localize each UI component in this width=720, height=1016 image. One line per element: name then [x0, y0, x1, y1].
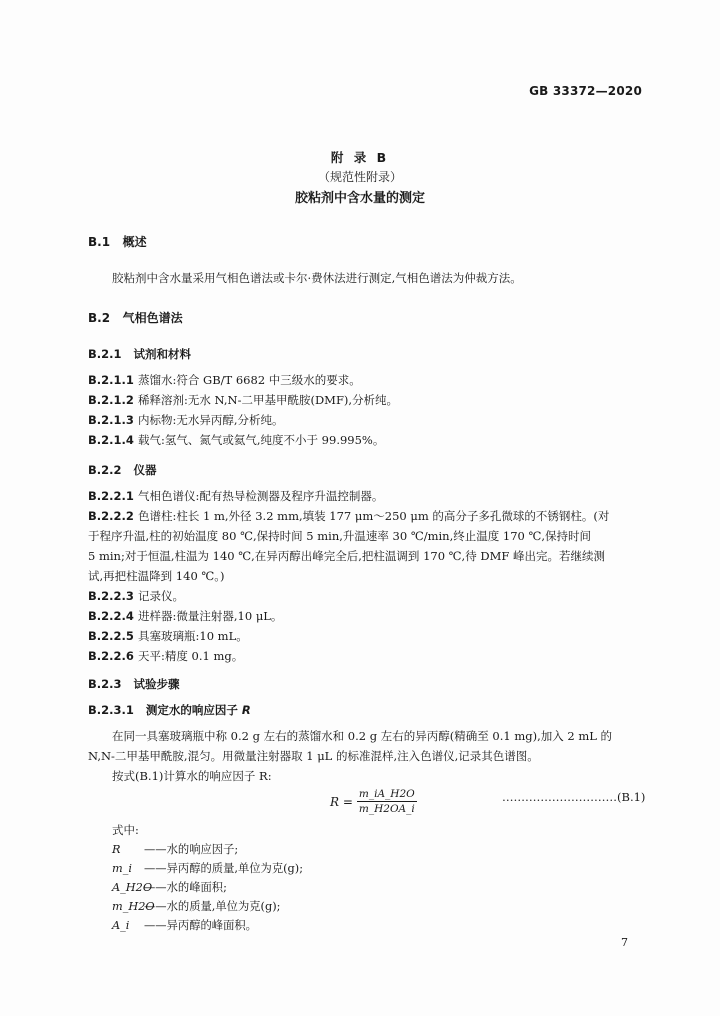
list-item: B.2.2.3 记录仪。	[88, 589, 184, 603]
section-number: B.2.3	[88, 677, 122, 691]
paragraph-line: 试,再把柱温降到 140 ℃。)	[88, 569, 225, 583]
formula-numerator: m_iA_H2O	[358, 788, 415, 800]
section-title: 试验步骤	[133, 677, 180, 691]
b1-paragraph: 胶粘剂中含水量采用气相色谱法或卡尔·费休法进行测定,气相色谱法为仲裁方法。	[112, 271, 522, 285]
formula-denominator: m_H2OA_i	[358, 803, 415, 815]
definition-row: R ——水的响应因子;	[112, 843, 239, 856]
paragraph-line: 按式(B.1)计算水的响应因子 R:	[112, 769, 272, 783]
list-item: B.2.1.2 稀释溶剂:无水 N,N-二甲基甲酰胺(DMF),分析纯。	[88, 393, 399, 407]
where-label: 式中:	[112, 823, 139, 837]
definition-row: A_i ——异丙醇的峰面积。	[112, 919, 257, 932]
section-title: 试剂和材料	[133, 347, 192, 361]
definition-row: m_H2O——水的质量,单位为克(g);	[112, 900, 281, 913]
formula-b1	[330, 788, 417, 815]
section-title: 气相色谱法	[122, 311, 183, 325]
section-number: B.1	[88, 235, 111, 249]
paragraph-line: 于程序升温,柱的初始温度 80 ℃,保持时间 5 min,升温速率 30 ℃/min,终止温度 170 ℃,保持时间	[88, 529, 591, 543]
definition-row: m_i ——异丙醇的质量,单位为克(g);	[112, 862, 304, 875]
formula-lhs: R =	[330, 794, 353, 809]
list-item: B.2.2.2 色谱柱:柱长 1 m,外径 3.2 mm,填装 177 μm～250 μm 的高分子多孔微球的不锈钢柱。(对	[88, 509, 610, 523]
formula-reference: …………………………(B.1)	[502, 790, 646, 804]
fraction-bar	[357, 801, 417, 802]
section-number: B.2.2	[88, 463, 122, 477]
page-number: 7	[621, 936, 628, 949]
paragraph-line: 5 min;对于恒温,柱温为 140 ℃,在异丙醇出峰完全后,把柱温调到 170 ℃,待 DMF 峰出完。若继续测	[88, 549, 605, 563]
list-item: B.2.1.4 载气:氢气、氮气或氦气,纯度不小于 99.995%。	[88, 433, 385, 447]
section-heading-b1	[88, 232, 147, 252]
list-item: B.2.1.1 蒸馏水:符合 GB/T 6682 中三级水的要求。	[88, 373, 361, 387]
section-title: 概述	[122, 235, 147, 249]
paragraph-line: 在同一具塞玻璃瓶中称 0.2 g 左右的蒸馏水和 0.2 g 左右的异丙醇(精确至 0.1 mg),加入 2 mL 的	[112, 729, 613, 743]
definition-row: A_H2O——水的峰面积;	[112, 881, 227, 894]
annex-main-title: 胶粘剂中含水量的测定	[294, 191, 425, 206]
response-factor-symbol: R	[241, 703, 251, 717]
list-item: B.2.1.3 内标物:无水异丙醇,分析纯。	[88, 413, 284, 427]
annex-subtitle: （规范性附录）	[317, 170, 402, 184]
list-item: B.2.2.5 具塞玻璃瓶:10 mL。	[88, 629, 248, 643]
list-item: B.2.2.6 天平:精度 0.1 mg。	[88, 649, 244, 663]
section-heading-b22	[88, 460, 157, 480]
formula-fraction	[357, 788, 417, 815]
section-heading-b231	[88, 700, 251, 720]
section-number: B.2.3.1	[88, 703, 134, 717]
paragraph-line: N,N-二甲基甲酰胺,混匀。用微量注射器取 1 μL 的标准混样,注入色谱仪,记录其色谱图。	[88, 749, 539, 763]
annex-title: 附 录 B	[330, 150, 390, 165]
standard-number: GB 33372—2020	[529, 84, 642, 98]
section-number: B.2	[88, 311, 111, 325]
section-title: 仪器	[133, 463, 157, 477]
section-title: 测定水的响应因子	[145, 703, 238, 717]
section-heading-b23	[88, 674, 180, 694]
section-heading-b21	[88, 344, 191, 364]
section-number: B.2.1	[88, 347, 122, 361]
section-heading-b2	[88, 308, 183, 328]
list-item: B.2.2.1 气相色谱仪:配有热导检测器及程序升温控制器。	[88, 489, 384, 503]
list-item: B.2.2.4 进样器:微量注射器,10 μL。	[88, 609, 283, 623]
